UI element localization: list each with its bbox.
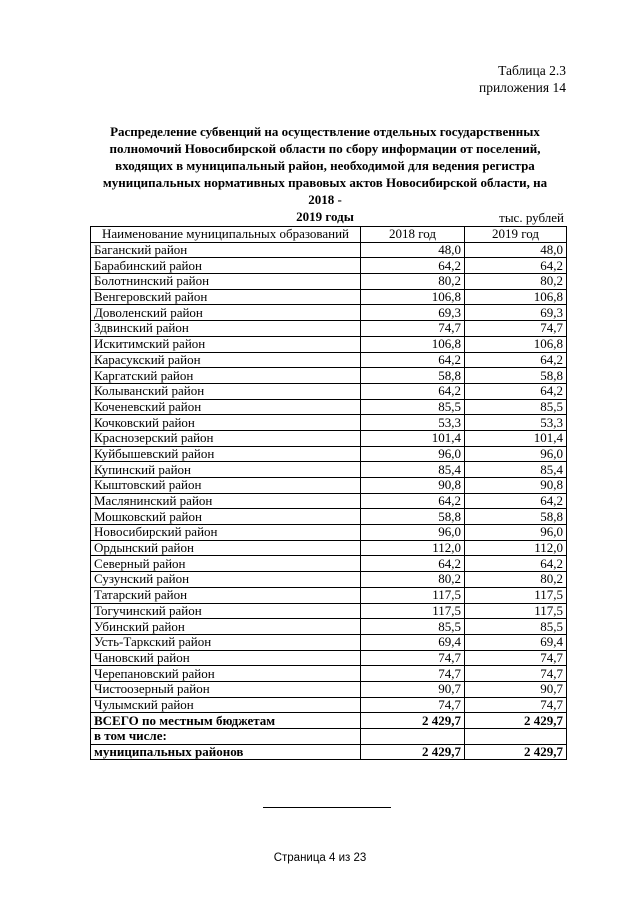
municipality-cell: Кочковский район [91, 415, 361, 431]
table-row [91, 352, 567, 368]
value-2018-cell: 74,7 [361, 666, 465, 682]
unit-label: тыс. рублей [499, 210, 564, 225]
table-row [91, 572, 567, 588]
municipality-cell: Кыштовский район [91, 478, 361, 494]
table-row [91, 383, 567, 399]
value-2018-cell: 101,4 [361, 430, 465, 446]
value-2019-cell: 58,8 [465, 368, 567, 384]
value-2019-cell: 96,0 [465, 525, 567, 541]
municipality-cell: Колыванский район [91, 383, 361, 399]
municipality-cell: Мошковский район [91, 509, 361, 525]
table-row [91, 634, 567, 650]
table-row [91, 430, 567, 446]
table-row [91, 619, 567, 635]
municipality-cell: Каргатский район [91, 368, 361, 384]
table-row [91, 242, 567, 258]
header-municipality: Наименование муниципальных образований [91, 227, 361, 243]
municipality-cell: Северный район [91, 556, 361, 572]
value-2019-cell: 74,7 [465, 650, 567, 666]
value-2019-cell: 117,5 [465, 603, 567, 619]
value-2019-cell: 85,4 [465, 462, 567, 478]
appendix-number: приложения 14 [478, 80, 566, 95]
value-2019-cell: 106,8 [465, 336, 567, 352]
value-2019-cell: 69,3 [465, 305, 567, 321]
header-2018: 2018 год [361, 227, 465, 243]
value-2019-cell: 112,0 [465, 540, 567, 556]
including-row [91, 729, 567, 745]
value-2018-cell: 85,5 [361, 399, 465, 415]
table-row [91, 603, 567, 619]
value-2018-cell: 48,0 [361, 242, 465, 258]
total-row [91, 713, 567, 729]
municipality-cell: Карасукский район [91, 352, 361, 368]
subvention-table [90, 226, 567, 760]
table-row [91, 666, 567, 682]
title-line: полномочий Новосибирской области по сбору информации от поселений, [109, 141, 541, 156]
value-2018-cell: 117,5 [361, 587, 465, 603]
municipality-cell: Куйбышевский район [91, 446, 361, 462]
table-row [91, 462, 567, 478]
value-2018-cell: 64,2 [361, 493, 465, 509]
value-2018-cell: 64,2 [361, 556, 465, 572]
municipality-cell: Маслянинский район [91, 493, 361, 509]
value-2018-cell: 85,5 [361, 619, 465, 635]
value-2019-cell: 85,5 [465, 399, 567, 415]
municipality-cell: Здвинский район [91, 321, 361, 337]
municipality-cell: Чистоозерный район [91, 681, 361, 697]
table-row [91, 587, 567, 603]
table-row [91, 321, 567, 337]
municipality-cell: Убинский район [91, 619, 361, 635]
value-2019-cell: 64,2 [465, 383, 567, 399]
value-2018-cell: 106,8 [361, 336, 465, 352]
page-footer: Страница 4 из 23 [273, 852, 367, 864]
footnote-divider [263, 807, 391, 808]
table-row [91, 415, 567, 431]
value-2019-cell: 74,7 [465, 697, 567, 713]
header-2019: 2019 год [465, 227, 567, 243]
including-2018 [361, 729, 465, 745]
value-2018-cell: 74,7 [361, 697, 465, 713]
title-line: Распределение субвенций на осуществление отдельных государственных [110, 124, 540, 139]
table-header-row [91, 227, 567, 243]
table-reference [479, 62, 566, 96]
municipality-cell: Сузунский район [91, 572, 361, 588]
value-2019-cell: 69,4 [465, 634, 567, 650]
value-2018-cell: 96,0 [361, 525, 465, 541]
value-2018-cell: 106,8 [361, 289, 465, 305]
table-row [91, 289, 567, 305]
value-2018-cell: 117,5 [361, 603, 465, 619]
including-label: в том числе: [91, 729, 361, 745]
municipal-districts-row [91, 744, 567, 760]
municipality-cell: Коченевский район [91, 399, 361, 415]
title-line: муниципальных нормативных правовых актов Новосибирской области, на 2018 - [102, 175, 548, 207]
municipality-cell: Баганский район [91, 242, 361, 258]
municipality-cell: Ордынский район [91, 540, 361, 556]
including-2019 [465, 729, 567, 745]
value-2018-cell: 80,2 [361, 274, 465, 290]
value-2019-cell: 53,3 [465, 415, 567, 431]
value-2019-cell: 80,2 [465, 274, 567, 290]
value-2018-cell: 112,0 [361, 540, 465, 556]
value-2019-cell: 64,2 [465, 258, 567, 274]
municipality-cell: Доволенский район [91, 305, 361, 321]
title-line: 2019 годы [296, 209, 354, 224]
table-row [91, 368, 567, 384]
municipal-districts-label: муниципальных районов [91, 744, 361, 760]
table-body [91, 242, 567, 713]
municipality-cell: Болотнинский район [91, 274, 361, 290]
value-2018-cell: 74,7 [361, 650, 465, 666]
value-2019-cell: 58,8 [465, 509, 567, 525]
table-number: Таблица 2.3 [498, 63, 566, 78]
municipality-cell: Венгеровский район [91, 289, 361, 305]
document-title [90, 123, 560, 225]
table-row [91, 697, 567, 713]
value-2018-cell: 90,7 [361, 681, 465, 697]
value-2019-cell: 64,2 [465, 556, 567, 572]
value-2019-cell: 74,7 [465, 666, 567, 682]
table-row [91, 493, 567, 509]
municipality-cell: Чулымский район [91, 697, 361, 713]
value-2019-cell: 90,8 [465, 478, 567, 494]
municipality-cell: Чановский район [91, 650, 361, 666]
value-2018-cell: 64,2 [361, 383, 465, 399]
value-2019-cell: 106,8 [465, 289, 567, 305]
value-2019-cell: 64,2 [465, 493, 567, 509]
value-2018-cell: 58,8 [361, 368, 465, 384]
table-row [91, 540, 567, 556]
table-row [91, 446, 567, 462]
table-row [91, 509, 567, 525]
municipal-districts-2019: 2 429,7 [465, 744, 567, 760]
value-2019-cell: 117,5 [465, 587, 567, 603]
table-row [91, 399, 567, 415]
value-2018-cell: 53,3 [361, 415, 465, 431]
value-2018-cell: 96,0 [361, 446, 465, 462]
municipality-cell: Барабинский район [91, 258, 361, 274]
value-2018-cell: 80,2 [361, 572, 465, 588]
table-row [91, 556, 567, 572]
value-2019-cell: 48,0 [465, 242, 567, 258]
table-row [91, 650, 567, 666]
table-row [91, 336, 567, 352]
municipality-cell: Новосибирский район [91, 525, 361, 541]
municipality-cell: Татарский район [91, 587, 361, 603]
municipality-cell: Черепановский район [91, 666, 361, 682]
value-2018-cell: 90,8 [361, 478, 465, 494]
value-2018-cell: 58,8 [361, 509, 465, 525]
table-row [91, 305, 567, 321]
value-2019-cell: 64,2 [465, 352, 567, 368]
municipality-cell: Тогучинский район [91, 603, 361, 619]
table-row [91, 478, 567, 494]
value-2018-cell: 74,7 [361, 321, 465, 337]
value-2018-cell: 64,2 [361, 352, 465, 368]
value-2019-cell: 85,5 [465, 619, 567, 635]
value-2018-cell: 85,4 [361, 462, 465, 478]
table-row [91, 525, 567, 541]
total-label: ВСЕГО по местным бюджетам [91, 713, 361, 729]
value-2019-cell: 101,4 [465, 430, 567, 446]
municipality-cell: Купинский район [91, 462, 361, 478]
municipality-cell: Искитимский район [91, 336, 361, 352]
value-2019-cell: 96,0 [465, 446, 567, 462]
value-2019-cell: 74,7 [465, 321, 567, 337]
value-2018-cell: 69,3 [361, 305, 465, 321]
municipality-cell: Усть-Таркский район [91, 634, 361, 650]
value-2019-cell: 90,7 [465, 681, 567, 697]
municipal-districts-2018: 2 429,7 [361, 744, 465, 760]
value-2019-cell: 80,2 [465, 572, 567, 588]
total-2018: 2 429,7 [361, 713, 465, 729]
table-row [91, 274, 567, 290]
title-line: входящих в муниципальный район, необходимой для ведения регистра [115, 158, 535, 173]
total-2019: 2 429,7 [465, 713, 567, 729]
municipality-cell: Краснозерский район [91, 430, 361, 446]
table-row [91, 681, 567, 697]
value-2018-cell: 64,2 [361, 258, 465, 274]
value-2018-cell: 69,4 [361, 634, 465, 650]
table-row [91, 258, 567, 274]
